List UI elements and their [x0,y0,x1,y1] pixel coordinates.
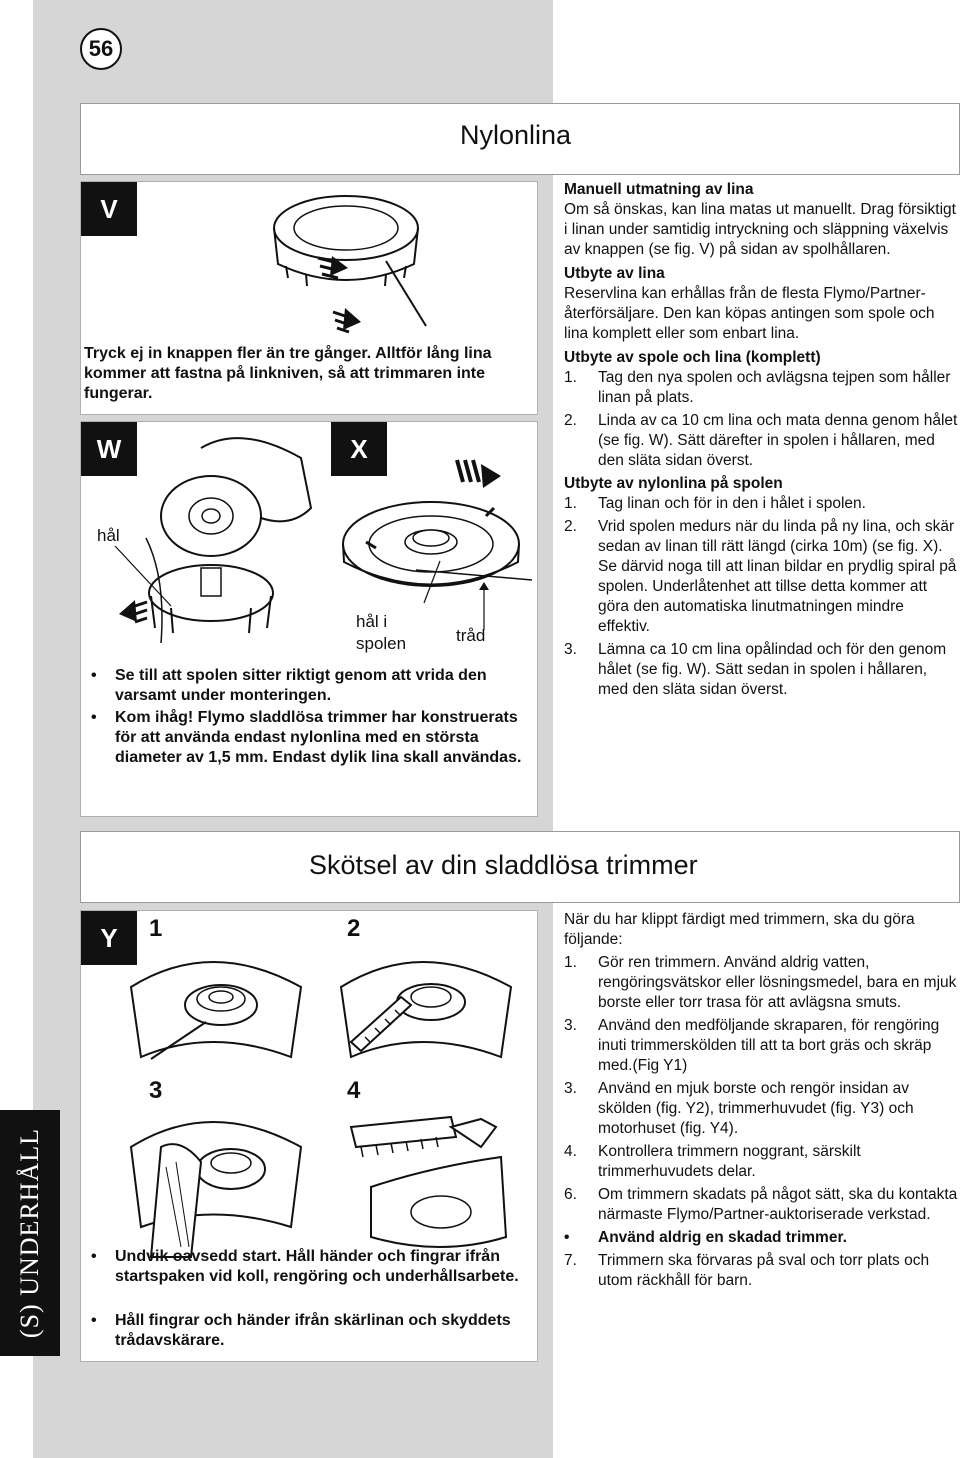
side-tab-label: (S) UNDERHÅLL [15,1127,44,1339]
section-title-nylonlina: Nylonlina [460,120,572,150]
figure-w-hole-label: hål [97,526,120,545]
list-item: 2. Vrid spolen medurs när du linda på ny lina, och skär sedan av linan till rätt längd (cirka 10m) (se fig. X). Se därvid noga till att linan bildar en prydlig spiral på spolen. Underlåtenhet att tillse detta kommer att göra den automatiska linutmatningen mindre effektiv. [564,518,957,635]
heading-nylon-on-spool: Utbyte av nylonlina på spolen [564,475,783,492]
section-title-box-maintenance [80,831,960,903]
list-item: 1. Tag den nya spolen och avlägsna tejpen som håller linan på plats. [564,369,951,406]
section-title-box-nylonlina [80,103,960,175]
figure-x-hole-label-line1: hål i [356,612,388,631]
brush-motor-illustration [331,1107,516,1267]
list-item: 7. Trimmern ska förvaras på sval och torr plats och utom räckhåll för barn. [564,1252,930,1289]
thread-pointer-line [474,582,494,632]
bullet-dot-icon: • [91,1312,97,1329]
brush-head-illustration [121,1107,306,1267]
figure-y-label: Y [81,911,137,965]
list-item: 6. Om trimmern skadats på något sätt, ska du kontakta närmaste Flymo/Partner-auktoriserade verkstad. [564,1186,958,1223]
section1-bullet-1 [91,666,533,706]
section2-right-column [564,910,958,1294]
section1-bullet-2 [91,708,533,768]
figure-x-hole-label-line2: spolen [356,634,407,653]
scraper-cleaning-illustration [121,947,306,1072]
bullet-dot-icon: • [91,667,97,684]
press-arrow-icon [331,306,363,334]
list-item: • Använd aldrig en skadad trimmer. [564,1229,847,1246]
list-item: 3. Lämna ca 10 cm lina opålindad och för den genom hålet (se fig. W). Sätt sedan in spolen i hållaren, med den släta sidan överst. [564,641,947,698]
heading-line-replacement: Utbyte av lina [564,265,665,282]
list-item: 3. Använd den medföljande skraparen, för rengöring inuti trimmerskölden till att ta bort gräs och skräp med.(Fig Y1) [564,1017,940,1074]
section1-bullet-1-text: Se till att spolen sitter riktigt genom att vrida den varsamt under monteringen. [115,667,487,704]
list-item: 3. Använd en mjuk borste och rengör insidan av skölden (fig. Y2), trimmerhuvudet (fig. Y3) och motorhuset (fig. Y4). [564,1080,914,1137]
section2-bullet-2 [91,1311,533,1351]
figure-wx-panel [80,421,538,817]
section2-bullet-1-text: Undvik oavsedd start. Håll händer och fingrar ifrån startspaken vid koll, rengöring och underhållsarbete. [115,1248,519,1285]
side-tab [0,1110,60,1356]
step-4-label: 4 [347,1077,361,1104]
figure-x-label: X [331,422,387,476]
list-item: 2. Linda av ca 10 cm lina och mata denna genom hålet (se fig. W). Sätt därefter in spolen i hållaren, med den släta sidan överst. [564,412,958,469]
figure-w-label: W [81,422,137,476]
spool-insert-illustration [141,428,321,648]
list-item: 4. Kontrollera trimmern noggrant, särskilt trimmerhuvudets delar. [564,1143,861,1180]
bullet-dot-icon: • [91,709,97,726]
step-2-label: 2 [347,915,361,942]
figure-x-thread-label: tråd [456,626,486,645]
list-item: 1. Tag linan och för in den i hålet i spolen. [564,495,866,512]
section2-bullet-1 [91,1247,533,1287]
section2-bullet-2-text: Håll fingrar och händer ifrån skärlinan och skyddets trådavskärare. [115,1312,511,1349]
section-title-maintenance: Skötsel av din sladdlösa trimmer [309,850,698,880]
figure-y-panel [80,910,538,1362]
bullet-dot-icon: • [91,1248,97,1265]
page-number: 56 [80,28,122,70]
figure-v-label: V [81,182,137,236]
heading-manual-feed: Manuell utmatning av lina [564,181,754,198]
list-item: 1. Gör ren trimmern. Använd aldrig vatten, rengöringsvätskor eller lösningsmedel, bara en mjuk borste eller torr trasa för att avlägsna smuts. [564,954,957,1011]
section1-bullet-2-text: Kom ihåg! Flymo sladdlösa trimmer har konstruerats för att använda endast nylonlina med en största diameter av 1,5 mm. Endast dylik lina skall användas. [115,709,522,766]
step-1-label: 1 [149,915,163,942]
heading-spool-line-complete: Utbyte av spole och lina (komplett) [564,349,821,366]
hole-pointer-arrow [416,557,446,607]
intro-text: När du har klippt färdigt med trimmern, ska du göra följande: [564,911,915,948]
paragraph-manual-feed: Om så önskas, kan lina matas ut manuellt. Drag försiktigt i linan under samtidig intryckning och släppning växelvis av knappen (se fig. V) på sidan av spolhållaren. [564,201,956,258]
rotation-direction-icon [453,456,503,490]
step-3-label: 3 [149,1077,163,1104]
figure-v-panel [80,181,538,415]
paragraph-line-replacement: Reservlina kan erhållas från de flesta Flymo/Partner-återförsäljare. Den kan köpas antingen som spole och lina komplett eller som enbart lina. [564,285,935,342]
figure-v-warning: Tryck ej in knappen fler än tre gånger. Alltför lång lina kommer att fastna på linkniven, så att trimmaren inte fungerar. [84,345,492,402]
section1-right-column [564,180,958,703]
rotate-arrow-icon [117,598,151,624]
brush-shield-illustration [331,947,516,1072]
